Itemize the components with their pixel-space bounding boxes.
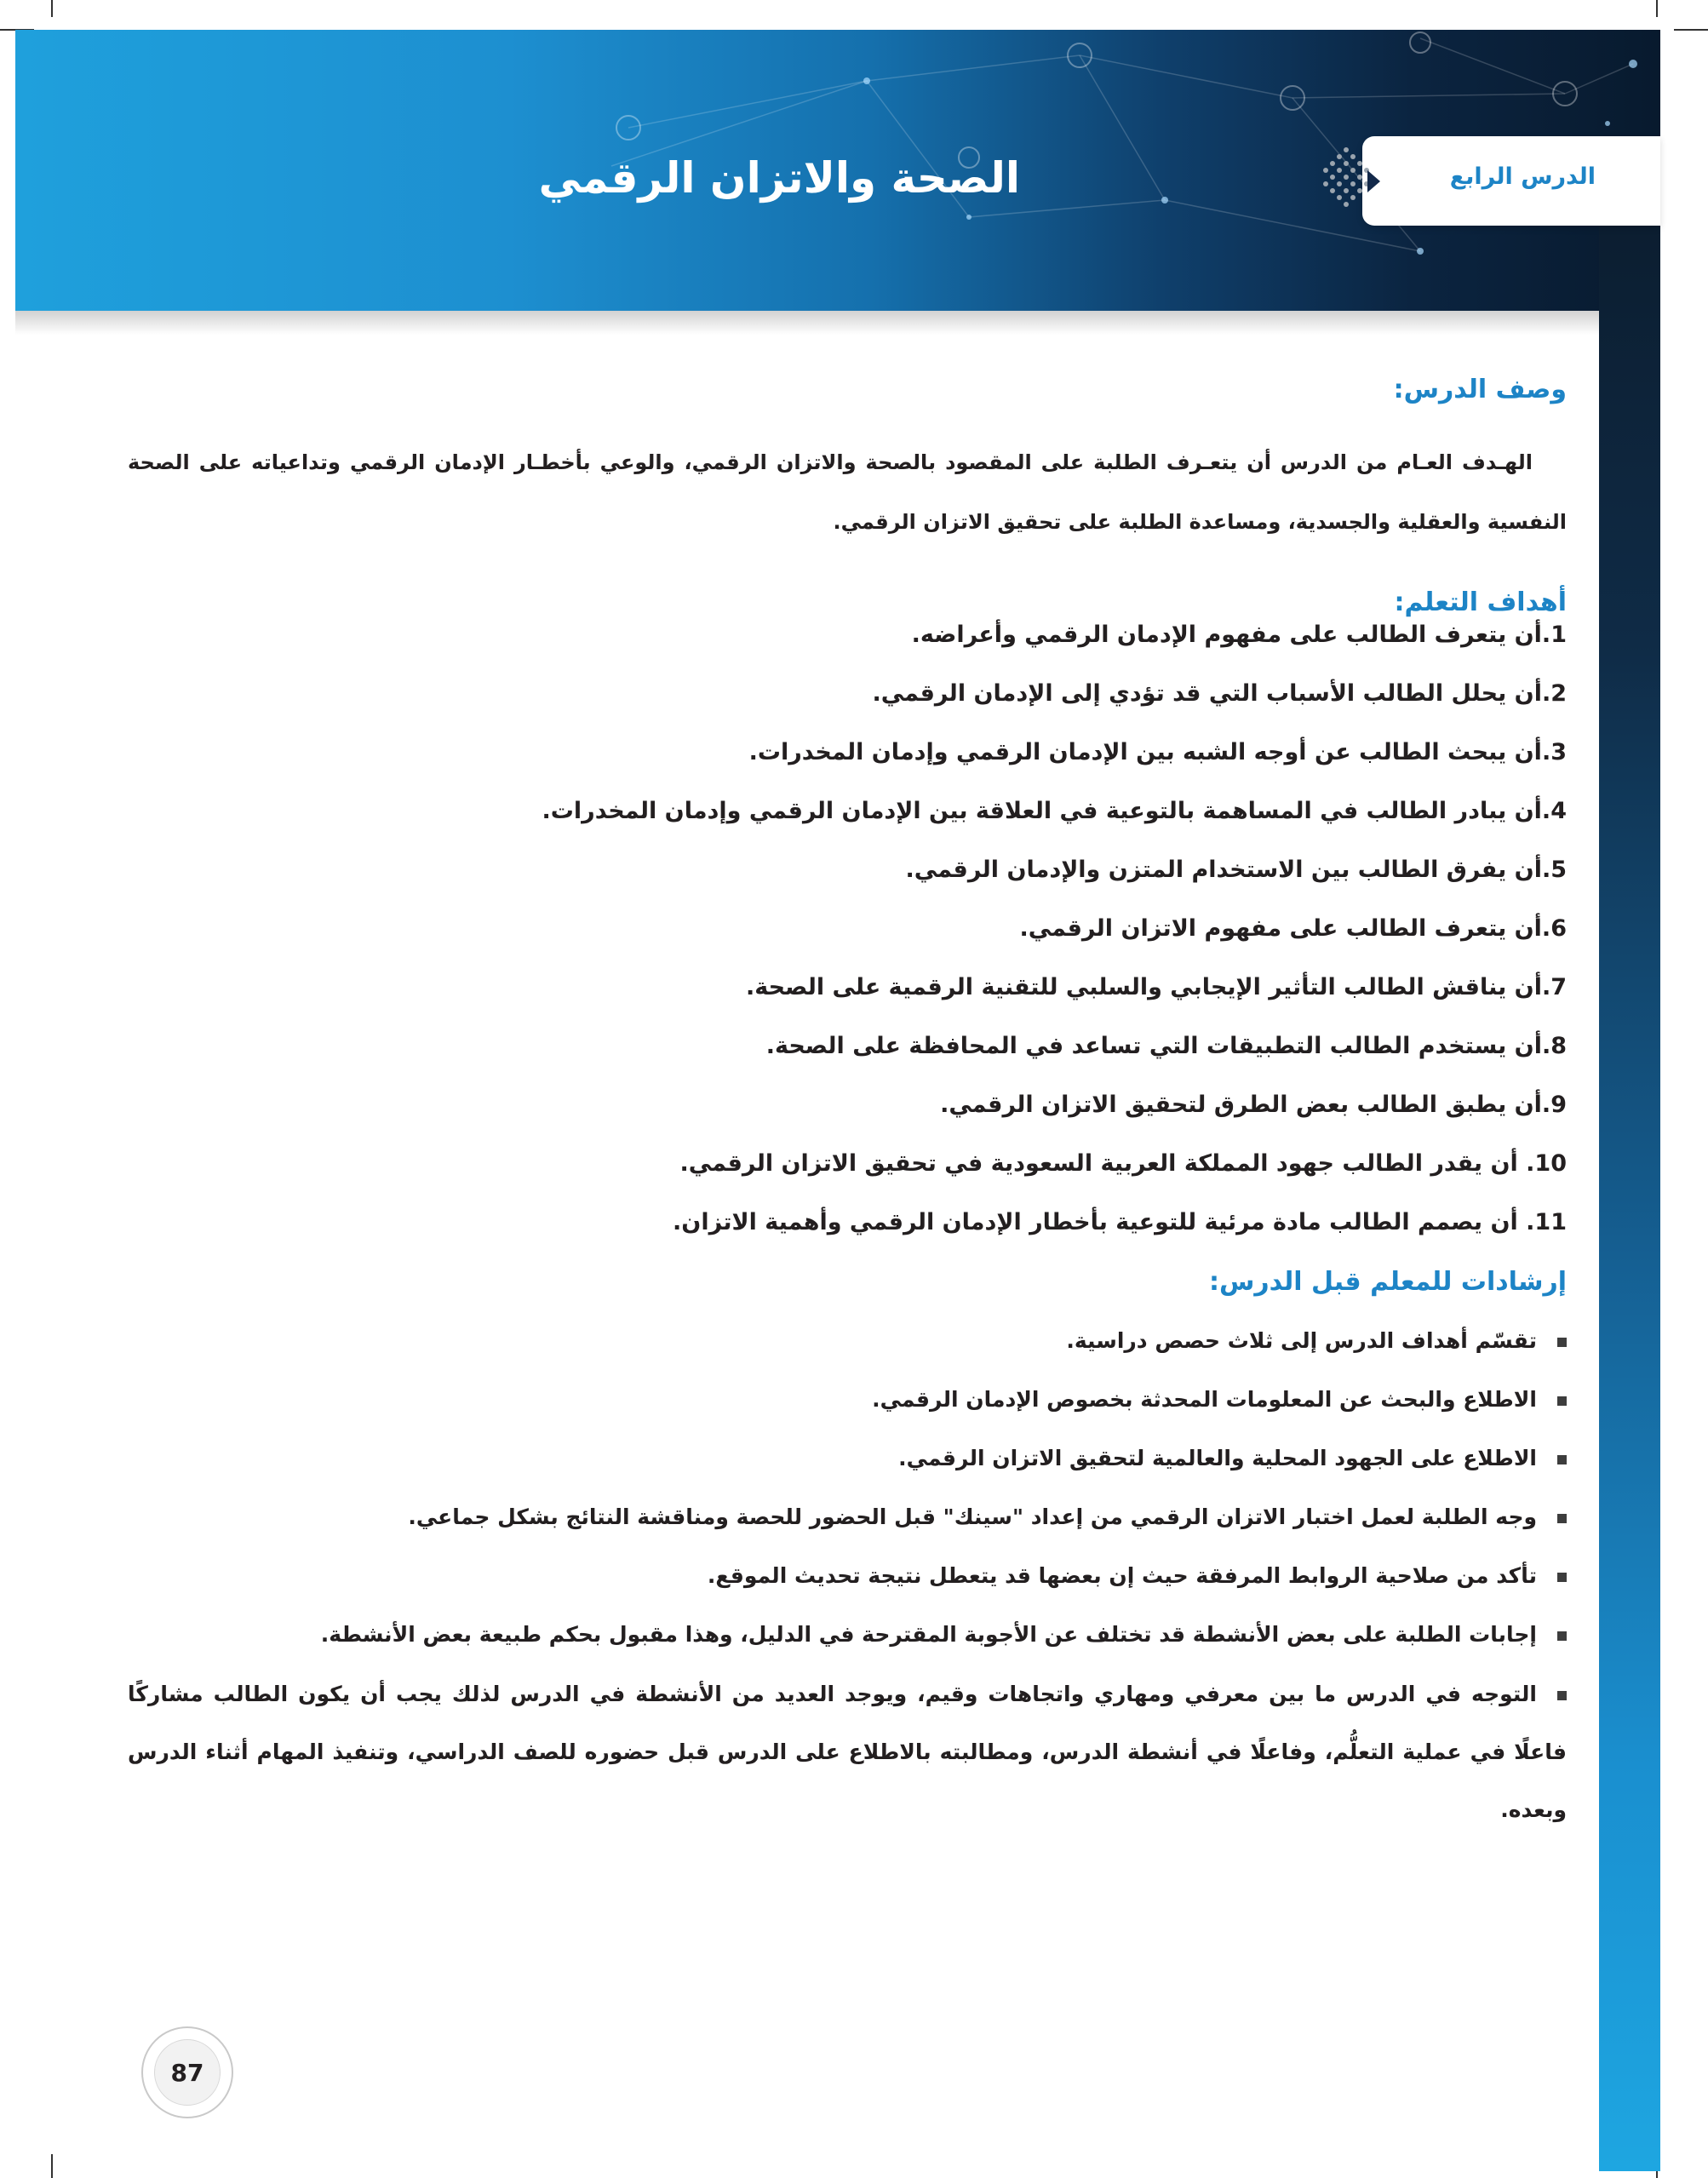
bullet-square-icon	[1557, 1514, 1567, 1523]
objective-item: 5.أن يفرق الطالب بين الاستخدام المتزن والإدمان الرقمي.	[905, 857, 1567, 883]
objective-item: 1.أن يتعرف الطالب على مفهوم الإدمان الرقمي وأعراضه.	[911, 622, 1567, 648]
diamond-dots	[1322, 145, 1370, 216]
crop-mark	[51, 0, 53, 17]
guideline-item	[128, 1665, 1567, 1839]
bullet-square-icon	[1557, 1396, 1567, 1406]
side-strip	[1599, 136, 1660, 2171]
crop-mark	[51, 2154, 53, 2178]
objective-item: 11. أن يصمم الطالب مادة مرئية للتوعية بأخطار الإدمان الرقمي وأهمية الاتزان.	[673, 1209, 1567, 1235]
crop-mark	[1674, 29, 1708, 31]
objective-item: 6.أن يتعرف الطالب على مفهوم الاتزان الرقمي.	[1019, 915, 1567, 942]
guideline-text: إجابات الطلبة على بعض الأنشطة قد تختلف عن الأجوبة المقترحة في الدليل، وهذا مقبول بحكم طبيعة بعض الأنشطة.	[320, 1622, 1537, 1647]
objective-item: 9.أن يطبق الطالب بعض الطرق لتحقيق الاتزان الرقمي.	[940, 1092, 1567, 1118]
objective-item: 7.أن يناقش الطالب التأثير الإيجابي والسلبي للتقنية الرقمية على الصحة.	[746, 974, 1567, 1000]
objective-item: 2.أن يحلل الطالب الأسباب التي قد تؤدي إلى الإدمان الرقمي.	[872, 680, 1567, 707]
objective-item: 10. أن يقدر الطالب جهود المملكة العربية السعودية في تحقيق الاتزان الرقمي.	[679, 1150, 1567, 1177]
objective-item: 8.أن يستخدم الطالب التطبيقات التي تساعد في المحافظة على الصحة.	[765, 1033, 1567, 1059]
guideline-text: تأكد من صلاحية الروابط المرفقة حيث إن بعضها قد يتعطل نتيجة تحديث الموقع.	[707, 1563, 1537, 1588]
guideline-item	[708, 1563, 1567, 1588]
guideline-text: تقسّم أهداف الدرس إلى ثلاث حصص دراسية.	[1066, 1328, 1537, 1353]
page-title: الصحة والاتزان الرقمي	[538, 153, 1020, 203]
guideline-item	[408, 1505, 1567, 1529]
bullet-square-icon	[1557, 1631, 1567, 1641]
guideline-item	[321, 1622, 1567, 1647]
page-number: 87	[154, 2039, 221, 2106]
description-heading: وصف الدرس:	[1393, 375, 1567, 404]
objectives-heading: أهداف التعلم:	[1394, 587, 1567, 617]
banner-shadow	[15, 311, 1599, 335]
bullet-square-icon	[1557, 1455, 1567, 1464]
guideline-item	[872, 1387, 1567, 1412]
guideline-text: وجه الطلبة لعمل اختبار الاتزان الرقمي من إعداد "سينك" قبل الحضور للحصة ومناقشة النتائج بشكل جماعي.	[408, 1505, 1537, 1529]
description-text	[128, 433, 1567, 552]
bullet-square-icon	[1557, 1338, 1567, 1347]
guideline-text: الاطلاع على الجهود المحلية والعالمية لتحقيق الاتزان الرقمي.	[898, 1446, 1537, 1470]
crop-mark	[1656, 0, 1658, 17]
objective-item: 4.أن يبادر الطالب في المساهمة بالتوعية في العلاقة بين الإدمان الرقمي وإدمان المخدرات.	[542, 798, 1567, 824]
guideline-item	[1066, 1328, 1567, 1353]
guideline-text: التوجه في الدرس ما بين معرفي ومهاري واتجاهات وقيم، ويوجد العديد من الأنشطة في الدرس لذلك يجب أن يكون الطالب مشاركًا فاعلًا في عملية التعلُّم، وفاعلًا في أنشطة الدرس، ومطالبته بالاطلاع على الدرس قبل حضوره للصف الدراسي، وتنفيذ المهام أثناء الدرس وبعده.	[128, 1682, 1567, 1822]
lesson-label: الدرس الرابع	[1449, 163, 1596, 190]
guideline-text: الاطلاع والبحث عن المعلومات المحدثة بخصوص الإدمان الرقمي.	[872, 1387, 1537, 1412]
tab-arrow-icon	[1367, 170, 1380, 192]
bullet-square-icon	[1557, 1573, 1567, 1582]
objective-item: 3.أن يبحث الطالب عن أوجه الشبه بين الإدمان الرقمي وإدمان المخدرات.	[748, 739, 1567, 765]
guidelines-heading: إرشادات للمعلم قبل الدرس:	[1208, 1267, 1567, 1297]
bullet-square-icon	[1557, 1691, 1567, 1700]
description-body: الهـدف العـام من الدرس أن يتعـرف الطلبة على المقصود بالصحة والاتزان الرقمي، والوعي بأخطـار الإدمان الرقمي وتداعياته على الصحة النفسية والعقلية والجسدية، ومساعدة الطلبة على تحقيق الاتزان الرقمي.	[128, 450, 1567, 534]
guideline-item	[898, 1446, 1567, 1470]
